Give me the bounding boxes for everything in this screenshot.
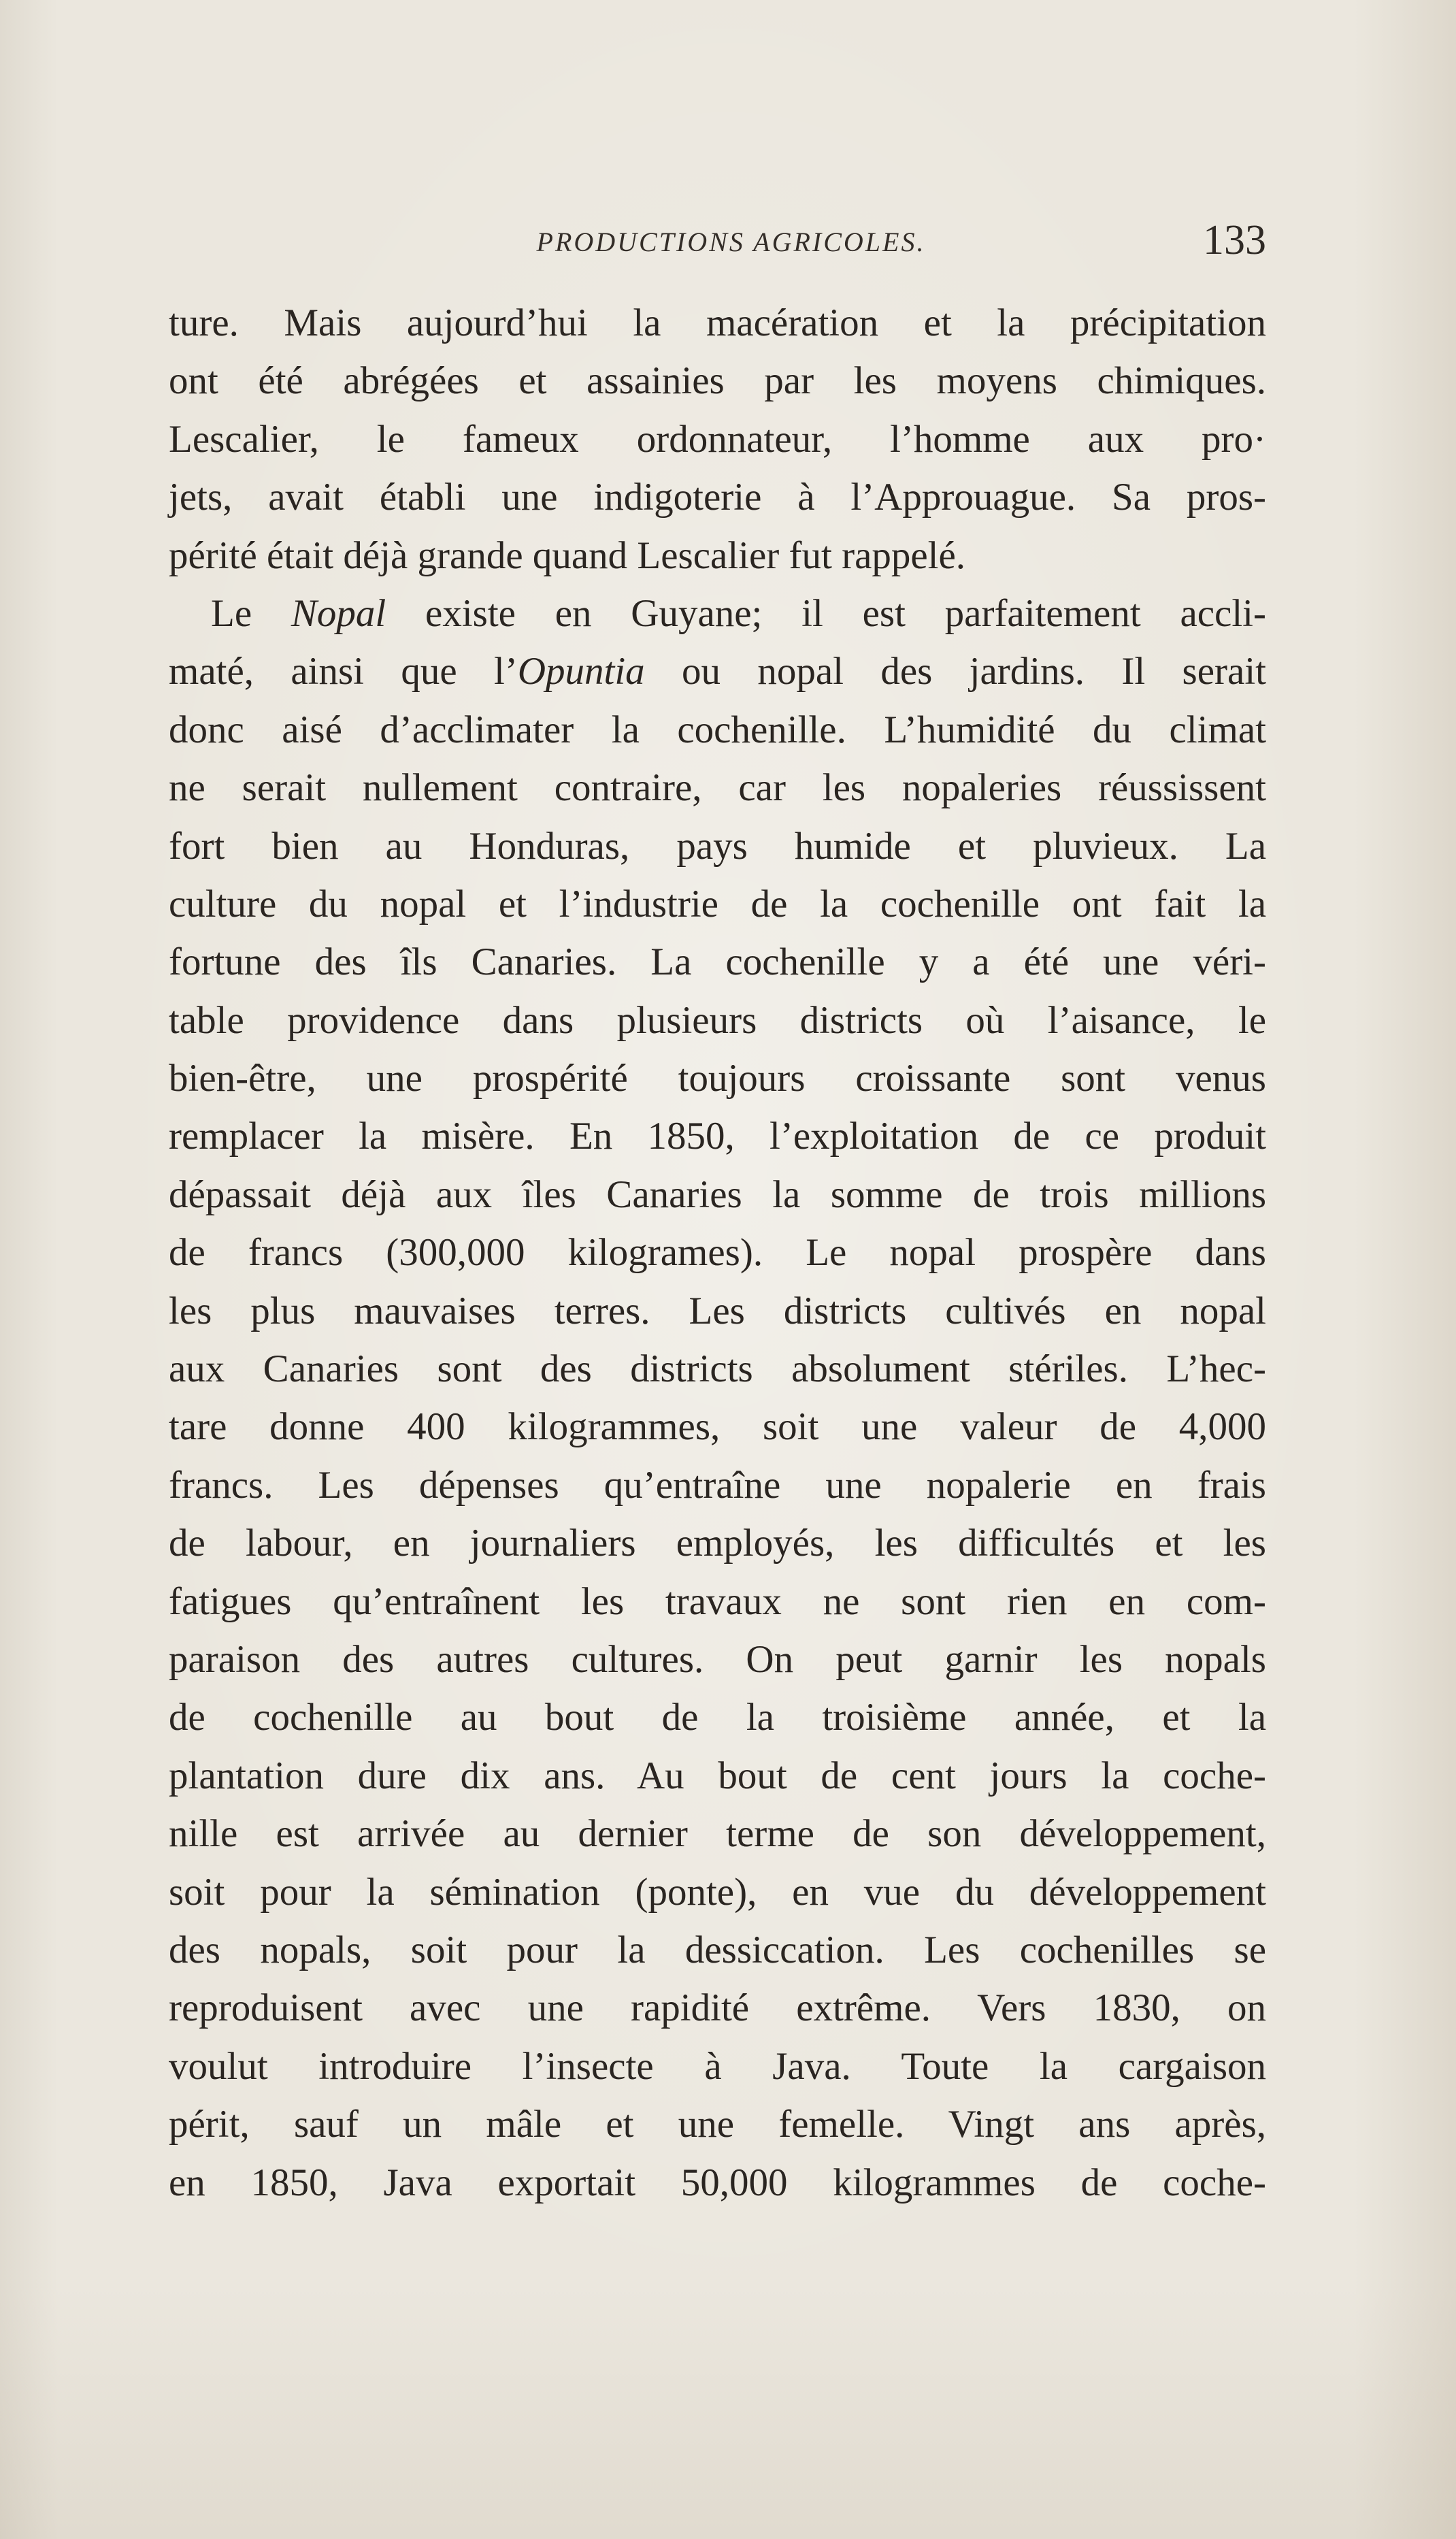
text-line [169,642,1266,700]
text-segment: donc aisé d’acclimater la cochenille. L’humidité du climat [169,708,1266,751]
text-line [169,1107,1266,1165]
text-line [169,875,1266,933]
text-segment: jets, avait établi une indigoterie à l’Approuague. Sa pros- [169,476,1266,519]
text-segment: périté était déjà grande quand Lescalier fut rappelé. [169,534,966,577]
text-line [169,992,1266,1049]
text-segment: de francs (300,000 kilogrames). Le nopal prospère dans [169,1231,1266,1275]
running-title: PRODUCTIONS AGRICOLES. [536,227,926,257]
text-line [169,2037,1266,2095]
text-segment: soit pour la sémination (ponte), en vue du développement [169,1870,1266,1914]
page-number: 133 [1203,217,1266,263]
text-line [169,1514,1266,1572]
text-segment: fortune des îls Canaries. La cochenille y a été une véri- [169,940,1266,984]
text-line [169,1224,1266,1281]
page-header [169,216,1266,271]
text-line [169,1456,1266,1514]
text-line [169,468,1266,526]
text-line [169,759,1266,817]
text-segment: paraison des autres cultures. On peut garnir les nopals [169,1637,1266,1681]
text-segment: de labour, en journaliers employés, les difficultés et les [169,1522,1266,1565]
body-text [169,294,1266,2212]
text-line [169,1747,1266,1805]
text-segment: les plus mauvaises terres. Les districts cultivés en nopal [169,1289,1266,1332]
text-segment: de cochenille au bout de la troisième année, et la [169,1696,1266,1739]
text-line [169,1921,1266,1979]
text-line [169,410,1266,468]
text-line [169,1282,1266,1340]
text-line [169,2095,1266,2153]
text-line [169,294,1266,352]
text-line [169,701,1266,759]
text-segment: fort bien au Honduras, pays humide et pluvieux. La [169,824,1266,868]
text-line [169,585,1266,642]
text-segment: Lescalier, le fameux ordonnateur, l’homme aux pro· [169,417,1266,461]
text-line [169,352,1266,410]
text-segment: plantation dure dix ans. Au bout de cent jours la coche- [169,1754,1266,1797]
text-line [169,1863,1266,1921]
text-segment: voulut introduire l’insecte à Java. Toute la cargaison [169,2044,1266,2088]
text-line [169,2154,1266,2212]
text-line [169,1166,1266,1224]
text-line [169,933,1266,991]
text-segment: francs. Les dépenses qu’entraîne une nopalerie en frais [169,1463,1266,1507]
text-segment: ture. Mais aujourd’hui la macération et la précipitation [169,301,1266,344]
text-line [169,1049,1266,1107]
italic-term: Opuntia [517,650,645,693]
text-segment: des nopals, soit pour la dessiccation. Les cochenilles se [169,1928,1266,1971]
text-segment: dépassait déjà aux îles Canaries la somme de trois millions [169,1173,1266,1216]
text-line [169,1631,1266,1688]
text-line [169,527,1266,585]
text-segment: existe en Guyane; il est parfaitement accli- [386,591,1266,635]
text-line [169,817,1266,875]
text-segment: maté, ainsi que l’ [169,650,518,693]
text-segment: ont été abrégées et assainies par les moyens chimiques. [169,359,1266,403]
text-segment: tare donne 400 kilogrammes, soit une valeur de 4,000 [169,1405,1266,1449]
text-segment: en 1850, Java exportait 50,000 kilogrammes de coche- [169,2161,1266,2204]
text-segment: ou nopal des jardins. Il serait [644,650,1266,693]
text-segment: bien-être, une prospérité toujours croissante sont venus [169,1057,1266,1100]
text-segment: table providence dans plusieurs districts où l’aisance, le [169,998,1266,1042]
text-segment: remplacer la misère. En 1850, l’exploitation de ce produit [169,1115,1266,1158]
italic-term: Nopal [291,591,386,635]
text-segment: ne serait nullement contraire, car les nopaleries réussissent [169,766,1266,810]
text-segment: périt, sauf un mâle et une femelle. Vingt ans après, [169,2103,1266,2146]
text-segment: fatigues qu’entraînent les travaux ne sont rien en com- [169,1579,1266,1623]
text-line [169,1805,1266,1863]
text-line [169,1979,1266,2037]
text-segment: nille est arrivée au dernier terme de son développement, [169,1812,1266,1856]
text-line [169,1688,1266,1746]
text-segment: aux Canaries sont des districts absolument stériles. L’hec- [169,1347,1266,1391]
text-segment: Le [211,591,291,635]
text-line [169,1340,1266,1398]
text-segment: culture du nopal et l’industrie de la cochenille ont fait la [169,882,1266,925]
text-line [169,1573,1266,1631]
text-line [169,1398,1266,1456]
text-segment: reproduisent avec une rapidité extrême. Vers 1830, on [169,1986,1266,2030]
